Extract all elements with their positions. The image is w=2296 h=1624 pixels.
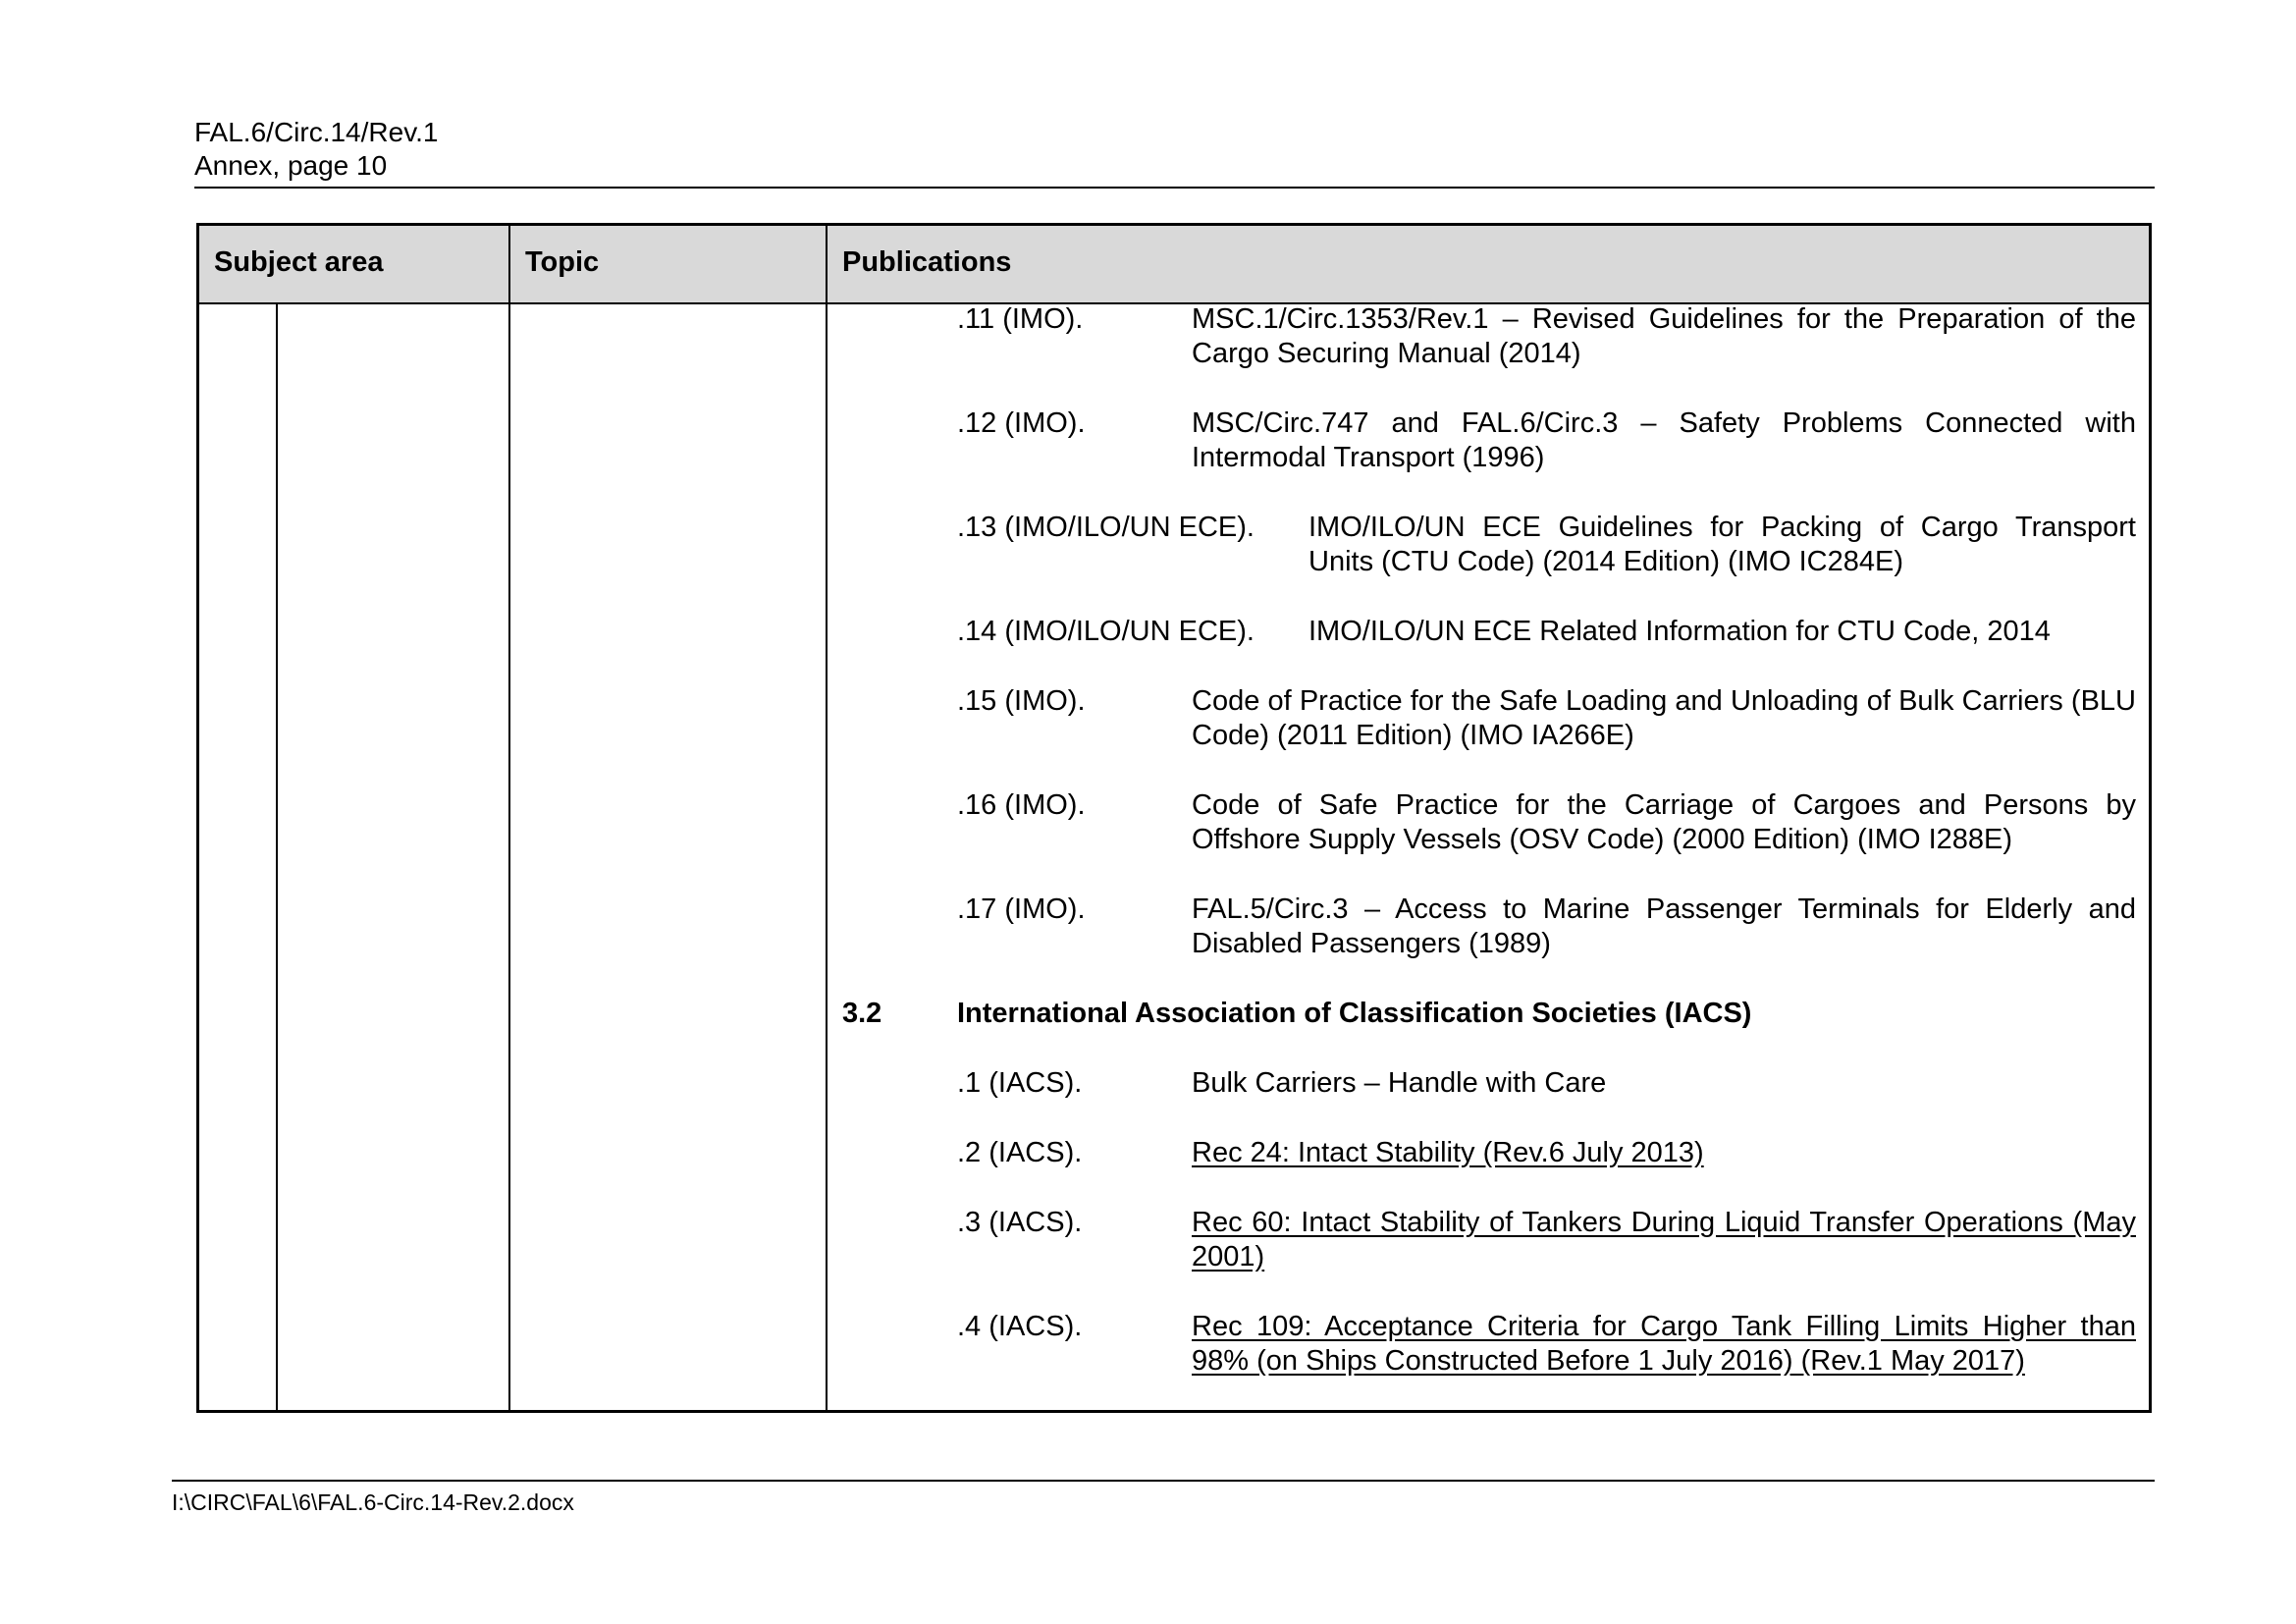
iacs-entry-link[interactable]: Rec 109: Acceptance Criteria for Cargo Tank Filling Limits Higher than 98% (on Ships Constructed Before 1 July 2016) (Rev.1 May 2017) xyxy=(1192,1311,2136,1377)
entry-text: Code of Safe Practice for the Carriage of Cargoes and Persons by Offshore Supply Vessels (OSV Code) (2000 Edition) (IMO I288E) xyxy=(1192,789,2136,855)
section-title: International Association of Classification Societies (IACS) xyxy=(957,998,1752,1029)
column-header-topic: Topic xyxy=(525,246,600,278)
entry-text: FAL.5/Circ.3 – Access to Marine Passenger Terminals for Elderly and Disabled Passengers (1989) xyxy=(1192,893,2136,959)
column-header-subject-area: Subject area xyxy=(214,246,384,278)
entry-number: .17 (IMO). xyxy=(957,893,1086,925)
entry-text: MSC.1/Circ.1353/Rev.1 – Revised Guidelines for the Preparation of the Cargo Securing Manual (2014) xyxy=(1192,303,2136,369)
iacs-entry-number: .1 (IACS). xyxy=(957,1067,1083,1099)
entry-number: .11 (IMO). xyxy=(957,303,1084,335)
entry-number: .12 (IMO). xyxy=(957,407,1086,439)
entry-text: IMO/ILO/UN ECE Guidelines for Packing of Cargo Transport Units (CTU Code) (2014 Edition) (IMO IC284E) xyxy=(1308,512,2136,577)
iacs-entry-link[interactable]: Rec 60: Intact Stability of Tankers During Liquid Transfer Operations (May 2001) xyxy=(1192,1207,2136,1272)
entry-text: MSC/Circ.747 and FAL.6/Circ.3 – Safety Problems Connected with Intermodal Transport (1996) xyxy=(1192,407,2136,473)
entry-number: .15 (IMO). xyxy=(957,685,1086,717)
iacs-entry-number: .3 (IACS). xyxy=(957,1207,1083,1238)
iacs-entry-number: .2 (IACS). xyxy=(957,1137,1083,1168)
publications-body xyxy=(199,226,2149,1410)
page-reference: Annex, page 10 xyxy=(194,150,388,181)
entry-number: .16 (IMO). xyxy=(957,789,1086,821)
column-header-publications: Publications xyxy=(842,246,1012,278)
iacs-entry-text: Bulk Carriers – Handle with Care xyxy=(1192,1067,1607,1099)
entry-text: Code of Practice for the Safe Loading and Unloading of Bulk Carriers (BLU Code) (2011 Edition) (IMO IA266E) xyxy=(1192,685,2136,751)
footer-rule xyxy=(172,1480,2155,1482)
publications-table xyxy=(196,223,2152,1413)
entry-number: .14 (IMO/ILO/UN ECE). xyxy=(957,616,1255,647)
entry-number: .13 (IMO/ILO/UN ECE). xyxy=(957,512,1255,543)
footer-file-path: I:\CIRC\FAL\6\FAL.6-Circ.14-Rev.2.docx xyxy=(172,1489,574,1515)
section-number: 3.2 xyxy=(842,998,882,1029)
document-reference: FAL.6/Circ.14/Rev.1 xyxy=(194,117,439,147)
entry-text: IMO/ILO/UN ECE Related Information for CTU Code, 2014 xyxy=(1308,616,2051,647)
iacs-entry-number: .4 (IACS). xyxy=(957,1311,1083,1342)
header-rule xyxy=(194,187,2155,189)
iacs-entry-link[interactable]: Rec 24: Intact Stability (Rev.6 July 2013) xyxy=(1192,1137,1704,1168)
